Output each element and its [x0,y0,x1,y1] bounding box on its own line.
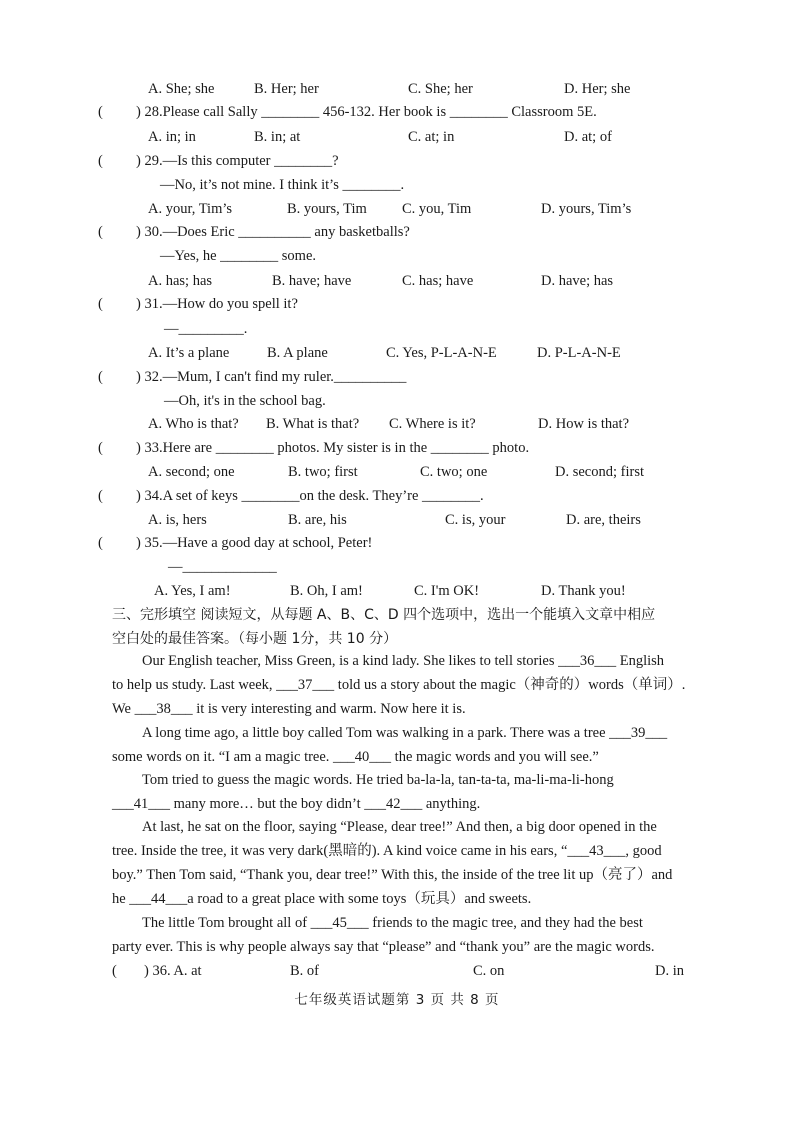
option-c: C. She; her [408,81,473,97]
dialog-line: —_________. [164,321,248,337]
passage-line: he ___44___a road to a great place with some toys（玩具）and sweets. [112,891,532,907]
option-c: C. Where is it? [389,416,476,432]
question-33-options [0,461,794,483]
option-a: A. second; one [148,464,235,480]
option-d: D. are, theirs [566,512,641,528]
question-29 [0,150,794,172]
answer-paren[interactable]: ( [98,369,103,385]
question-28 [0,101,794,123]
option-c: C. two; one [420,464,488,480]
section-3-heading-cont [0,628,794,650]
passage-line: The little Tom brought all of ___45___ friends to the magic tree, and they had the best [142,915,643,931]
question-32 [0,366,794,388]
section-3-heading [0,604,794,626]
option-b: B. have; have [272,273,352,289]
option-a: A. in; in [148,129,196,145]
option-b: B. Oh, I am! [290,583,363,599]
option-b: B. Her; her [254,81,319,97]
question-stem: ) 29.—Is this computer ________? [136,153,339,169]
question-30-options [0,270,794,292]
question-33 [0,437,794,459]
answer-paren[interactable]: ( [98,488,103,504]
option-d: D. have; has [541,273,614,289]
section-3-title-line1: 三、完形填空 阅读短文，从每题 A、B、C、D 四个选项中，选出一个能填入文章中相应 [112,607,656,623]
option-d: D. at; of [564,129,612,145]
passage-line: A long time ago, a little boy called Tom was walking in a park. There was a tree ___39___ [142,725,668,741]
question-stem: ) 33.Here are ________ photos. My sister is in the ________ photo. [136,440,530,456]
passage-line: tree. Inside the tree, it was very dark(黑暗的). A kind voice came in his ears, “___43___, good [112,843,662,859]
answer-paren[interactable]: ( [112,963,117,979]
option-d: D. How is that? [538,416,630,432]
option-a: A. Yes, I am! [154,583,231,599]
passage-line: to help us study. Last week, ___37___ told us a story about the magic（神奇的）words（单词）. [112,677,686,693]
question-stem: ) 30.—Does Eric __________ any basketballs? [136,224,410,240]
question-28-options [0,126,794,148]
answer-paren[interactable]: ( [98,153,103,169]
question-27-options [0,78,794,100]
question-30 [0,221,794,243]
answer-paren[interactable]: ( [98,535,103,551]
option-b: B. A plane [267,345,328,361]
page-footer: 七年级英语试题第 3 页 共 8 页 [294,992,500,1008]
option-d: D. yours, Tim’s [541,201,632,217]
passage-line: boy.” Then Tom said, “Thank you, dear tree!” With this, the inside of the tree lit up（亮了）and [112,867,673,883]
question-35-options [0,580,794,602]
option-d: D. Her; she [564,81,631,97]
question-34-options [0,509,794,531]
option-a: A. your, Tim’s [148,201,233,217]
question-34 [0,485,794,507]
option-b: B. What is that? [266,416,360,432]
option-c: C. at; in [408,129,455,145]
question-stem: ) 35.—Have a good day at school, Peter! [136,535,373,551]
passage-line: At last, he sat on the floor, saying “Please, dear tree!” And then, a big door opened in the [142,819,657,835]
option-b: B. of [290,963,319,979]
question-stem: ) 31.—How do you spell it? [136,296,298,312]
question-31 [0,293,794,315]
question-31-options [0,342,794,364]
option-d: D. P-L-A-N-E [537,345,621,361]
option-a: A. is, hers [148,512,207,528]
section-3-title-line2: 空白处的最佳答案。（每小题 1分，共 10 分） [112,631,398,647]
passage-line: ___41___ many more… but the boy didn’t ___42___ anything. [112,796,481,812]
question-29-dialog [0,174,794,196]
answer-paren[interactable]: ( [98,296,103,312]
question-30-dialog [0,245,794,267]
dialog-line: —_____________ [168,559,277,575]
option-b: B. two; first [288,464,358,480]
dialog-line: —Oh, it's in the school bag. [164,393,326,409]
question-35-dialog [0,556,794,578]
passage-line: We ___38___ it is very interesting and warm. Now here it is. [112,701,466,717]
question-stem: ) 28.Please call Sally ________ 456-132. Her book is ________ Classroom 5E. [136,104,597,120]
answer-paren[interactable]: ( [98,440,103,456]
option-b: B. yours, Tim [287,201,367,217]
option-a: A. She; she [148,81,215,97]
question-32-dialog [0,390,794,412]
option-c: C. Yes, P-L-A-N-E [386,345,497,361]
passage-line: some words on it. “I am a magic tree. ___40___ the magic words and you will see.” [112,749,599,765]
question-29-options [0,198,794,220]
option-c: C. has; have [402,273,474,289]
option-a: A. has; has [148,273,213,289]
option-c: C. I'm OK! [414,583,480,599]
option-c: C. on [473,963,505,979]
question-35 [0,532,794,554]
answer-paren[interactable]: ( [98,104,103,120]
option-d: D. second; first [555,464,644,480]
question-stem: ) 36. A. at [144,963,202,979]
answer-paren[interactable]: ( [98,224,103,240]
dialog-line: —Yes, he ________ some. [160,248,317,264]
dialog-line: —No, it’s not mine. I think it’s ________. [160,177,405,193]
option-d: D. Thank you! [541,583,626,599]
question-36 [0,960,794,982]
question-31-dialog [0,318,794,340]
question-stem: ) 32.—Mum, I can't find my ruler.__________ [136,369,407,385]
option-b: B. are, his [288,512,347,528]
option-a: A. Who is that? [148,416,239,432]
passage-line: party ever. This is why people always say that “please” and “thank you” are the magic words. [112,939,655,955]
passage-line: Tom tried to guess the magic words. He tried ba-la-la, tan-ta-ta, ma-li-ma-li-hong [142,772,614,788]
option-d: D. in [655,963,684,979]
passage-line: Our English teacher, Miss Green, is a kind lady. She likes to tell stories ___36___ English [142,653,665,669]
question-32-options [0,413,794,435]
option-c: C. is, your [445,512,506,528]
option-a: A. It’s a plane [148,345,230,361]
option-b: B. in; at [254,129,301,145]
question-stem: ) 34.A set of keys ________on the desk. They’re ________. [136,488,484,504]
option-c: C. you, Tim [402,201,472,217]
